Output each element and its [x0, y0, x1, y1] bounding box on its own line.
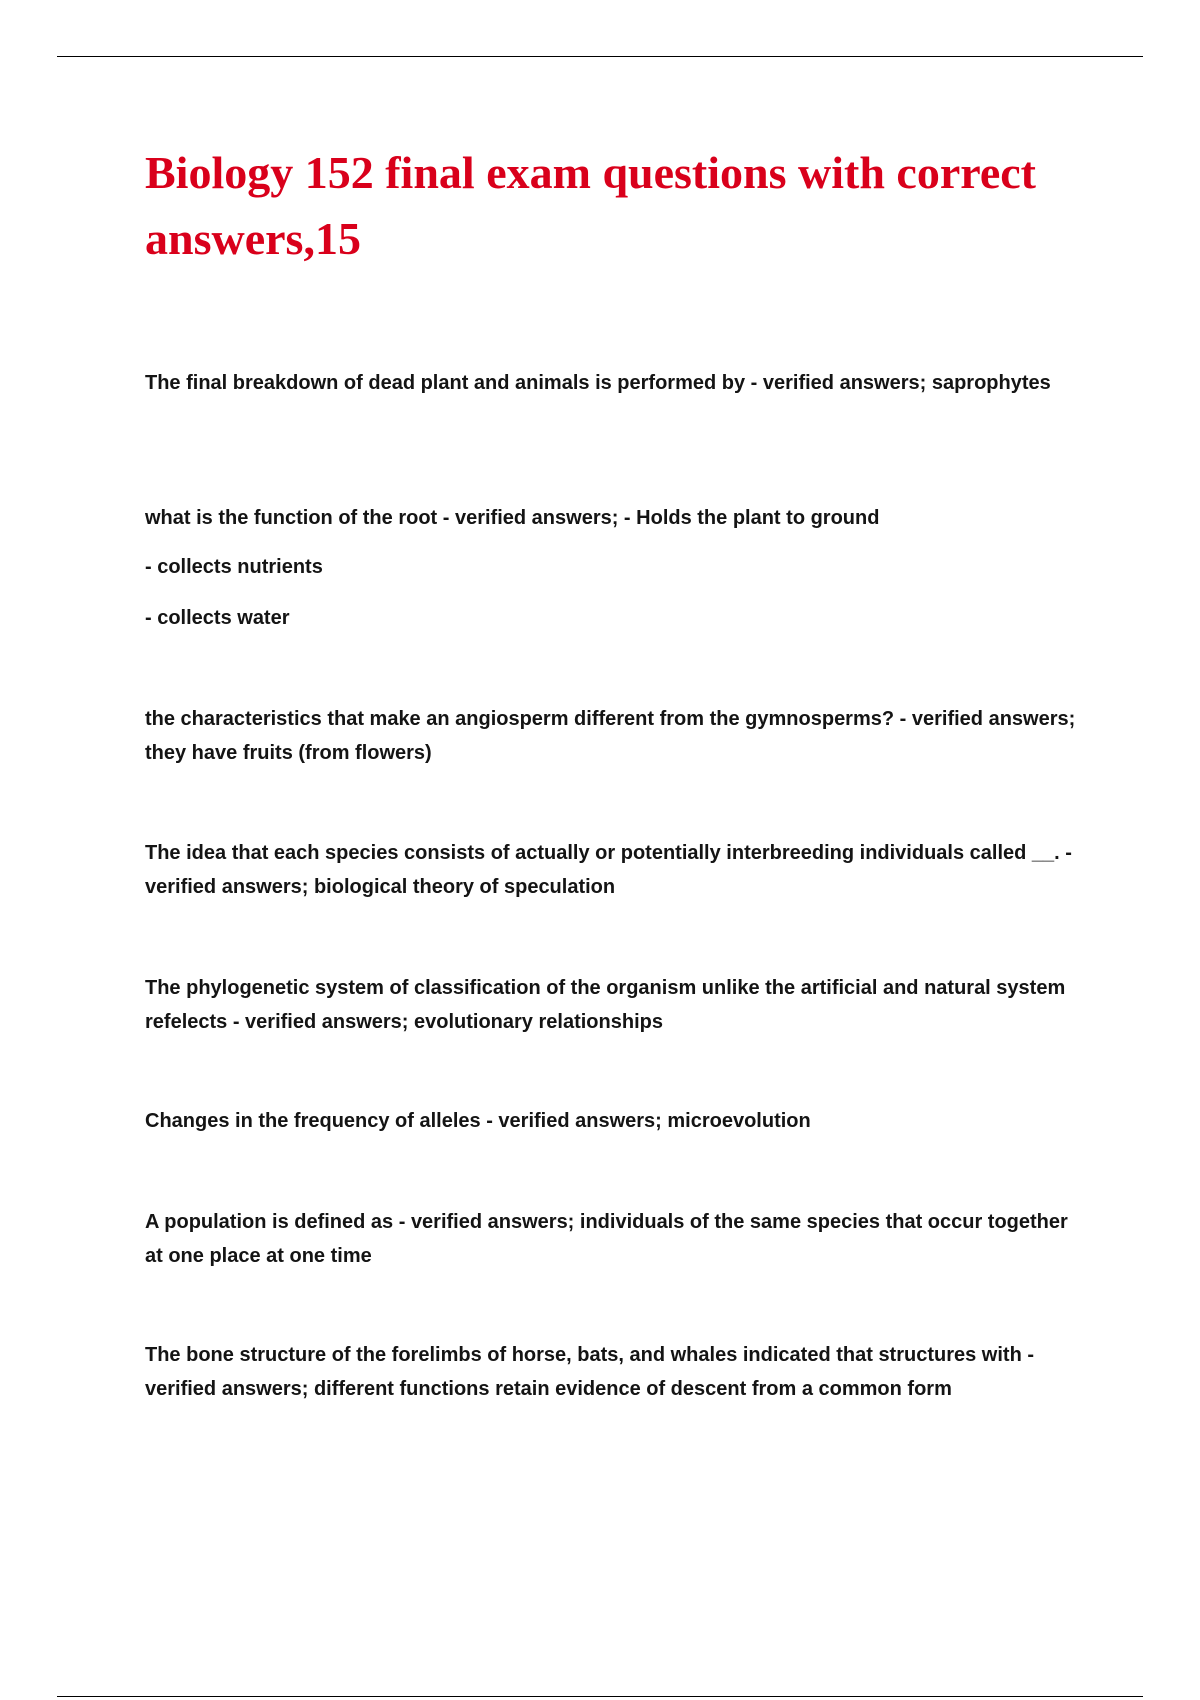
qa-item-8: The bone structure of the forelimbs of horse, bats, and whales indicated that structures with - verified answers; different functions retain evidence of descent from a common form	[145, 1344, 1035, 1400]
qa-item-1: The final breakdown of dead plant and animals is performed by - verified answers; saprophytes	[145, 372, 1051, 394]
document-title: Biology 152 final exam questions with correct answers,15	[145, 147, 1036, 264]
qa-item-3: the characteristics that make an angiosperm different from the gymnosperms? - verified answers; they have fruits (from flowers)	[145, 708, 1076, 764]
bottom-rule	[57, 1696, 1143, 1697]
qa-item-2: what is the function of the root - verified answers; - Holds the plant to ground	[145, 507, 880, 529]
qa-item-6: Changes in the frequency of alleles - verified answers; microevolution	[145, 1110, 811, 1132]
qa-item-5: The phylogenetic system of classification of the organism unlike the artificial and natural system refelects - verified answers; evolutionary relationships	[145, 977, 1066, 1033]
qa-item-4: The idea that each species consists of actually or potentially interbreeding individuals called __. - verified answers; biological theory of speculation	[145, 842, 1072, 898]
qa-item-7: A population is defined as - verified answers; individuals of the same species that occur together at one place at one time	[145, 1211, 1068, 1267]
top-rule	[57, 56, 1143, 57]
qa-item-2-line-2: - collects nutrients	[145, 556, 323, 578]
qa-item-2-line-3: - collects water	[145, 607, 290, 629]
